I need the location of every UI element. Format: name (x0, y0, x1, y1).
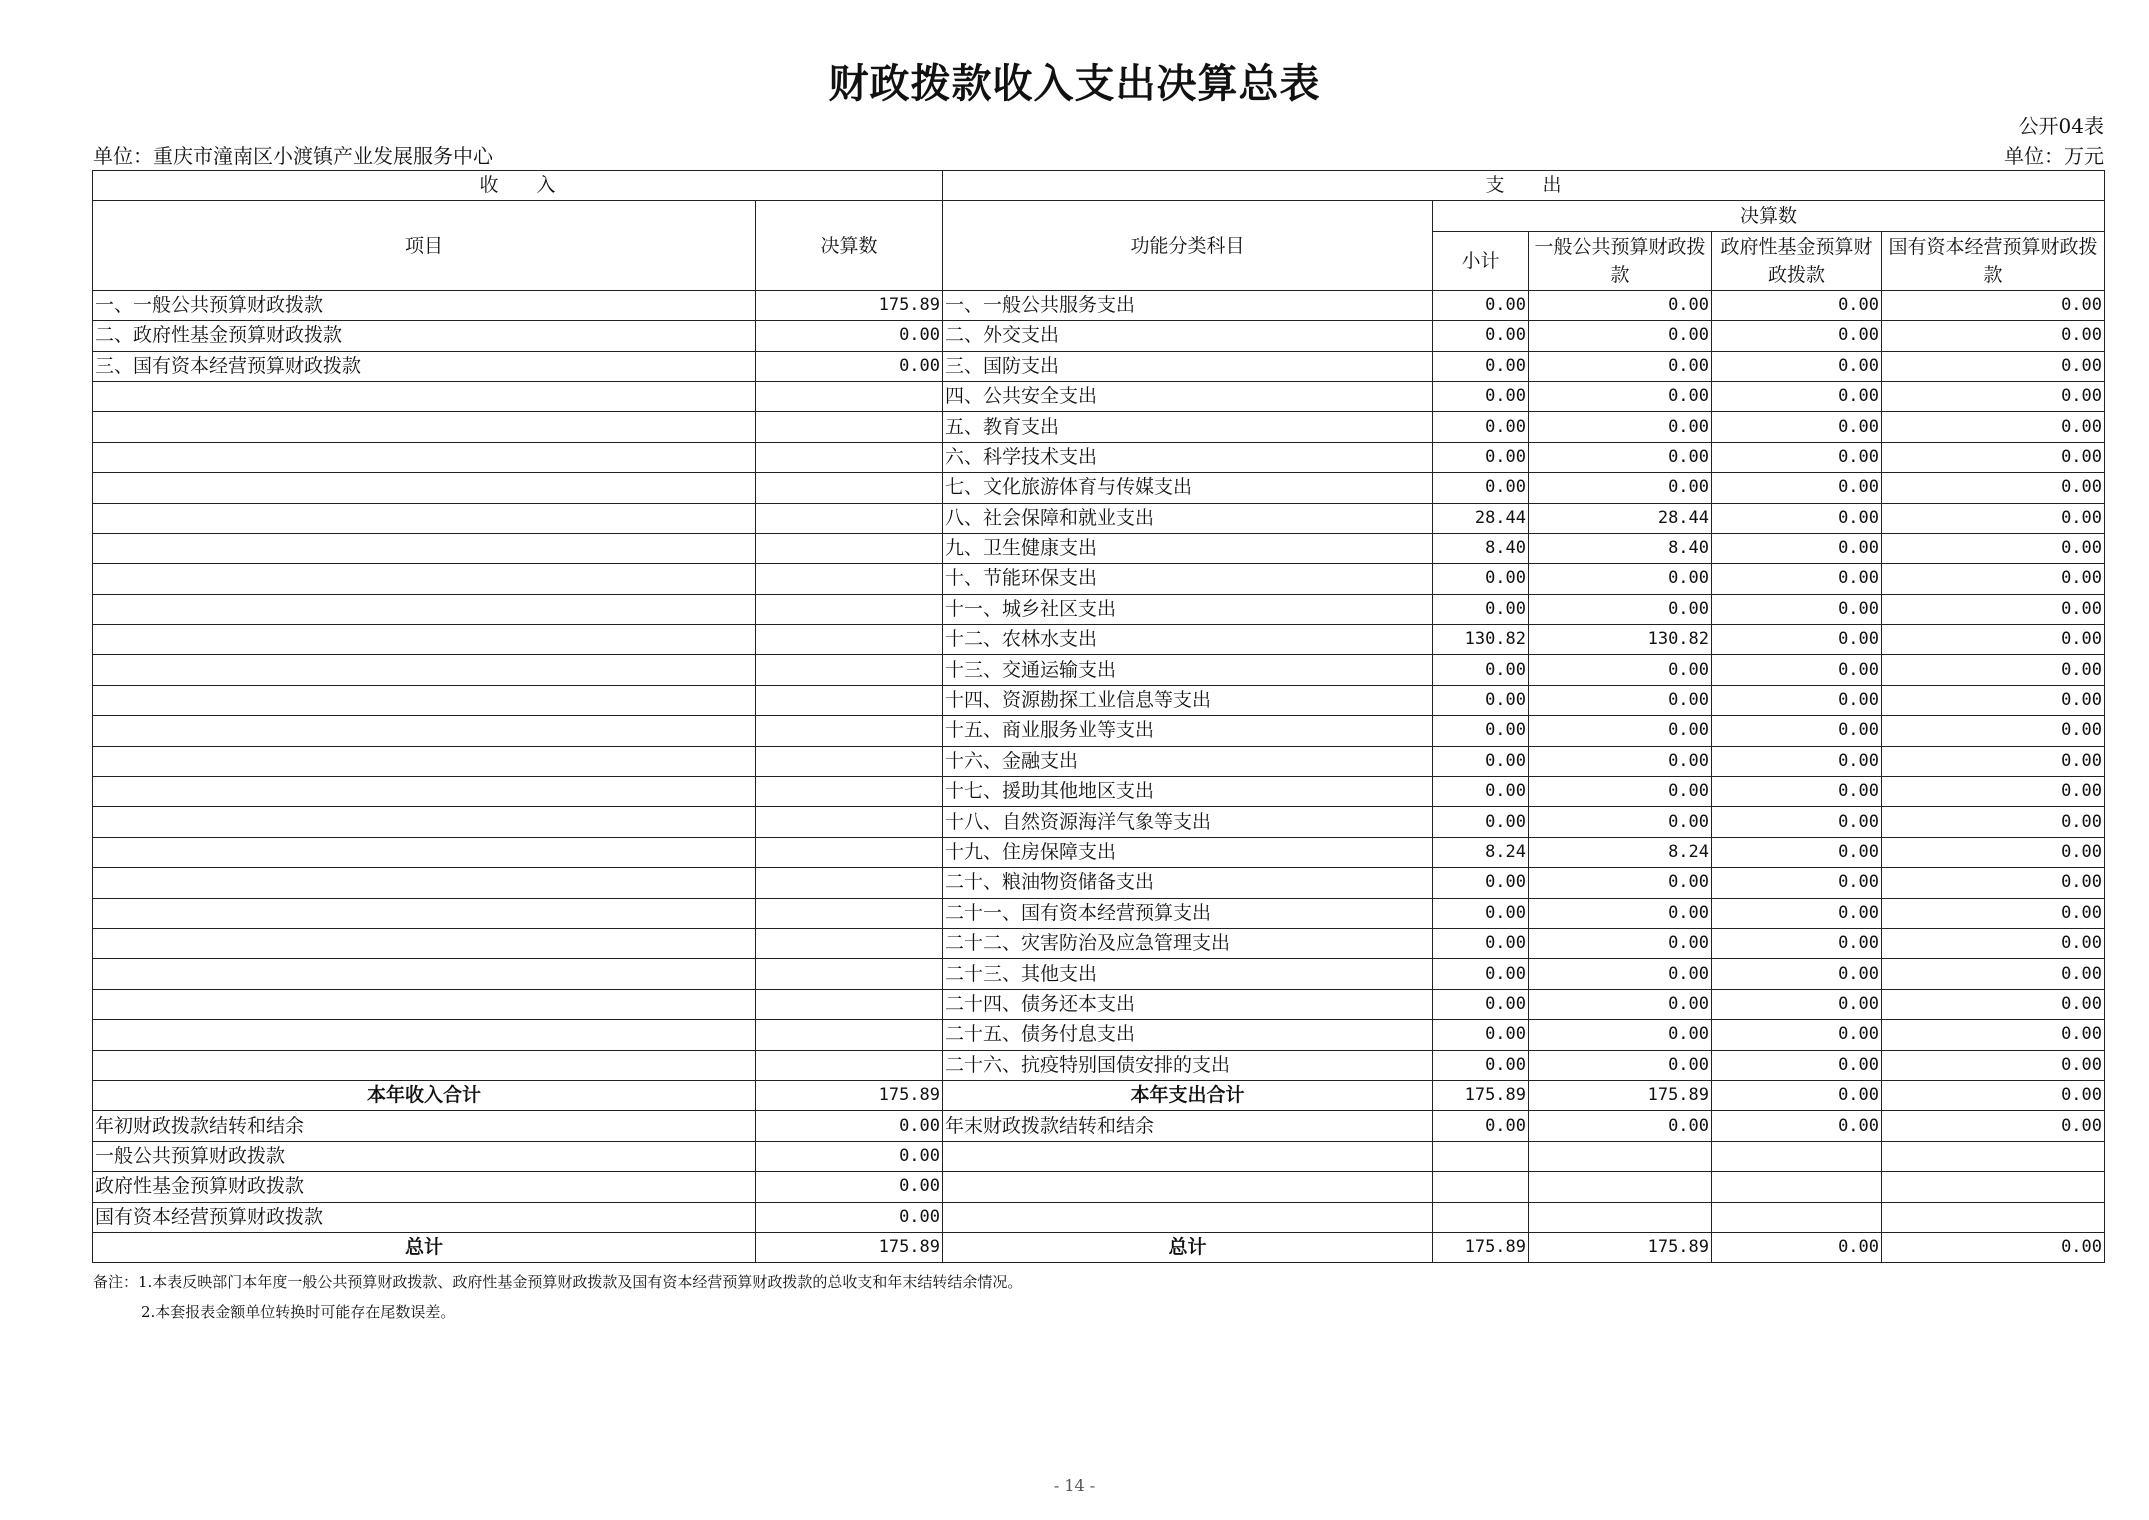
gov-fund-value: 0.00 (1712, 837, 1882, 867)
table-row (93, 959, 2105, 989)
state-capital-value: 0.00 (1882, 989, 2105, 1019)
function-item: 二十、粮油物资储备支出 (943, 868, 1433, 898)
income-item (93, 412, 756, 442)
table-row (93, 442, 2105, 472)
subtotal-value: 0.00 (1433, 351, 1529, 381)
general-budget-value: 0.00 (1529, 807, 1712, 837)
income-item (93, 655, 756, 685)
general-budget-value: 175.89 (1529, 1232, 1712, 1262)
subtotal-value: 0.00 (1433, 685, 1529, 715)
begin-carryover-value: 0.00 (756, 1111, 943, 1141)
carryover-subitem-label: 一般公共预算财政拨款 (93, 1141, 756, 1171)
subtotal-value: 0.00 (1433, 1050, 1529, 1080)
state-capital-value: 0.00 (1882, 1111, 2105, 1141)
empty-cell (1882, 1141, 2105, 1171)
year-total-row (93, 1080, 2105, 1110)
income-amount (756, 625, 943, 655)
table-row (93, 655, 2105, 685)
table-row (93, 1020, 2105, 1050)
table-row (93, 868, 2105, 898)
table-row (93, 594, 2105, 624)
subtotal-value: 175.89 (1433, 1080, 1529, 1110)
general-budget-value: 0.00 (1529, 381, 1712, 411)
empty-cell (1433, 1172, 1529, 1202)
income-amount (756, 412, 943, 442)
empty-cell (1529, 1202, 1712, 1232)
gov-fund-value: 0.00 (1712, 503, 1882, 533)
income-amount (756, 959, 943, 989)
table-row (93, 321, 2105, 351)
table-row (93, 412, 2105, 442)
function-item: 十五、商业服务业等支出 (943, 716, 1433, 746)
income-amount (756, 442, 943, 472)
income-amount (756, 1020, 943, 1050)
general-budget-value: 0.00 (1529, 716, 1712, 746)
general-budget-value: 0.00 (1529, 898, 1712, 928)
subtotal-value: 0.00 (1433, 564, 1529, 594)
income-item (93, 928, 756, 958)
state-capital-value: 0.00 (1882, 473, 2105, 503)
state-capital-value: 0.00 (1882, 1232, 2105, 1262)
subtotal-value: 0.00 (1433, 989, 1529, 1019)
empty-cell (1529, 1141, 1712, 1171)
subtotal-value: 0.00 (1433, 321, 1529, 351)
function-item: 二十三、其他支出 (943, 959, 1433, 989)
subtotal-value: 175.89 (1433, 1232, 1529, 1262)
table-row (93, 716, 2105, 746)
gov-fund-value: 0.00 (1712, 989, 1882, 1019)
state-capital-value: 0.00 (1882, 290, 2105, 320)
grand-total-row (93, 1232, 2105, 1262)
income-amount (756, 868, 943, 898)
general-budget-value: 0.00 (1529, 351, 1712, 381)
state-capital-value: 0.00 (1882, 412, 2105, 442)
gov-fund-value: 0.00 (1712, 959, 1882, 989)
state-capital-value: 0.00 (1882, 321, 2105, 351)
empty-cell (1529, 1172, 1712, 1202)
state-capital-value: 0.00 (1882, 716, 2105, 746)
page-number: - 14 - (1053, 1476, 1096, 1495)
subtotal-value: 0.00 (1433, 381, 1529, 411)
currency-unit: 单位：万元 (2004, 144, 2104, 168)
gov-fund-value: 0.00 (1712, 351, 1882, 381)
function-item: 十四、资源勘探工业信息等支出 (943, 685, 1433, 715)
gov-fund-value: 0.00 (1712, 777, 1882, 807)
income-amount (756, 685, 943, 715)
state-capital-value: 0.00 (1882, 503, 2105, 533)
general-budget-value: 0.00 (1529, 473, 1712, 503)
general-budget-value: 0.00 (1529, 1111, 1712, 1141)
gov-fund-value: 0.00 (1712, 1232, 1882, 1262)
income-amount (756, 777, 943, 807)
income-item (93, 989, 756, 1019)
subtotal-value: 0.00 (1433, 442, 1529, 472)
final-header: 决算数 (1433, 201, 2105, 231)
grand-total-income-label: 总计 (93, 1232, 756, 1262)
state-capital-value: 0.00 (1882, 898, 2105, 928)
carryover-subitem-label: 国有资本经营预算财政拨款 (93, 1202, 756, 1232)
income-item (93, 807, 756, 837)
state-capital-value: 0.00 (1882, 655, 2105, 685)
state-capital-value: 0.00 (1882, 928, 2105, 958)
income-amount (756, 989, 943, 1019)
function-item: 十六、金融支出 (943, 746, 1433, 776)
income-item (93, 959, 756, 989)
subtotal-value: 0.00 (1433, 928, 1529, 958)
income-amount: 175.89 (756, 290, 943, 320)
empty-cell (1712, 1141, 1882, 1171)
year-expense-total-label: 本年支出合计 (943, 1080, 1433, 1110)
state-capital-value: 0.00 (1882, 442, 2105, 472)
state-capital-value: 0.00 (1882, 1020, 2105, 1050)
gov-fund-value: 0.00 (1712, 381, 1882, 411)
state-capital-value: 0.00 (1882, 1080, 2105, 1110)
general-budget-value: 175.89 (1529, 1080, 1712, 1110)
carryover-subitem-value: 0.00 (756, 1141, 943, 1171)
function-item: 三、国防支出 (943, 351, 1433, 381)
income-item (93, 442, 756, 472)
income-amount (756, 533, 943, 563)
carryover-subitem-row (93, 1202, 2105, 1232)
note-1: 备注：1.本表反映部门本年度一般公共预算财政拨款、政府性基金预算财政拨款及国有资本经营预算财政拨款的总收支和年末结转结余情况。 (93, 1273, 1023, 1291)
gov-fund-value: 0.00 (1712, 1020, 1882, 1050)
state-capital-value: 0.00 (1882, 533, 2105, 563)
gov-fund-value: 0.00 (1712, 473, 1882, 503)
subtotal-value: 0.00 (1433, 807, 1529, 837)
function-item: 二十四、债务还本支出 (943, 989, 1433, 1019)
state-capital-value: 0.00 (1882, 837, 2105, 867)
carryover-subitem-label: 政府性基金预算财政拨款 (93, 1172, 756, 1202)
general-budget-value: 8.40 (1529, 533, 1712, 563)
table-row (93, 685, 2105, 715)
income-item (93, 381, 756, 411)
subtotal-value: 0.00 (1433, 959, 1529, 989)
income-item (93, 1050, 756, 1080)
subtotal-value: 0.00 (1433, 716, 1529, 746)
general-budget-value: 0.00 (1529, 989, 1712, 1019)
subtotal-value: 28.44 (1433, 503, 1529, 533)
function-item: 十二、农林水支出 (943, 625, 1433, 655)
subtotal-value: 0.00 (1433, 594, 1529, 624)
state-capital-value: 0.00 (1882, 868, 2105, 898)
empty-cell (1882, 1172, 2105, 1202)
income-header: 收 入 (93, 171, 943, 201)
subtotal-value: 8.40 (1433, 533, 1529, 563)
general-budget-value: 0.00 (1529, 746, 1712, 776)
income-item (93, 777, 756, 807)
function-item: 十八、自然资源海洋气象等支出 (943, 807, 1433, 837)
gov-fund-value: 0.00 (1712, 807, 1882, 837)
income-item (93, 1020, 756, 1050)
gov-fund-value: 0.00 (1712, 1050, 1882, 1080)
general-budget-value: 0.00 (1529, 1020, 1712, 1050)
function-item: 二十六、抗疫特别国债安排的支出 (943, 1050, 1433, 1080)
table-row (93, 290, 2105, 320)
income-item (93, 625, 756, 655)
empty-cell (943, 1141, 1433, 1171)
gov-fund-value: 0.00 (1712, 533, 1882, 563)
income-amount (756, 564, 943, 594)
state-capital-value: 0.00 (1882, 564, 2105, 594)
general-budget-header: 一般公共预算财政拨款 (1529, 231, 1712, 290)
function-item: 十、节能环保支出 (943, 564, 1433, 594)
income-amount (756, 746, 943, 776)
gov-fund-value: 0.00 (1712, 928, 1882, 958)
gov-fund-value: 0.00 (1712, 594, 1882, 624)
carryover-subitem-value: 0.00 (756, 1202, 943, 1232)
carryover-subitem-value: 0.00 (756, 1172, 943, 1202)
gov-fund-value: 0.00 (1712, 564, 1882, 594)
budget-summary-table (92, 170, 2105, 1263)
page-title: 财政拨款收入支出决算总表 (828, 61, 1321, 107)
function-item: 二十一、国有资本经营预算支出 (943, 898, 1433, 928)
gov-fund-value: 0.00 (1712, 898, 1882, 928)
function-item: 八、社会保障和就业支出 (943, 503, 1433, 533)
income-item: 二、政府性基金预算财政拨款 (93, 321, 756, 351)
empty-cell (1433, 1202, 1529, 1232)
income-item (93, 473, 756, 503)
income-amount (756, 1050, 943, 1080)
general-budget-value: 0.00 (1529, 412, 1712, 442)
subtotal-value: 0.00 (1433, 412, 1529, 442)
header-row-2 (93, 201, 2105, 231)
subtotal-value: 0.00 (1433, 655, 1529, 685)
function-item: 六、科学技术支出 (943, 442, 1433, 472)
income-amount (756, 807, 943, 837)
income-amount: 0.00 (756, 351, 943, 381)
carryover-subitem-row (93, 1141, 2105, 1171)
state-capital-value: 0.00 (1882, 959, 2105, 989)
gov-fund-value: 0.00 (1712, 1111, 1882, 1141)
year-income-total-label: 本年收入合计 (93, 1080, 756, 1110)
income-item (93, 746, 756, 776)
table-row (93, 564, 2105, 594)
year-income-total: 175.89 (756, 1080, 943, 1110)
header-row-1 (93, 171, 2105, 201)
general-budget-value: 0.00 (1529, 564, 1712, 594)
empty-cell (1712, 1172, 1882, 1202)
subtotal-value: 0.00 (1433, 868, 1529, 898)
function-item: 十三、交通运输支出 (943, 655, 1433, 685)
form-code: 公开04表 (2018, 114, 2104, 138)
begin-carryover-label: 年初财政拨款结转和结余 (93, 1111, 756, 1141)
subtotal-value: 0.00 (1433, 1020, 1529, 1050)
income-amount (756, 837, 943, 867)
gov-fund-header: 政府性基金预算财政拨款 (1712, 231, 1882, 290)
gov-fund-value: 0.00 (1712, 868, 1882, 898)
state-capital-value: 0.00 (1882, 746, 2105, 776)
gov-fund-value: 0.00 (1712, 290, 1882, 320)
function-item: 二十五、债务付息支出 (943, 1020, 1433, 1050)
function-item: 七、文化旅游体育与传媒支出 (943, 473, 1433, 503)
state-capital-value: 0.00 (1882, 685, 2105, 715)
subtotal-value: 130.82 (1433, 625, 1529, 655)
subtotal-value: 0.00 (1433, 473, 1529, 503)
grand-total-expense-label: 总计 (943, 1232, 1433, 1262)
amount-header: 决算数 (756, 201, 943, 290)
subtotal-value: 0.00 (1433, 290, 1529, 320)
general-budget-value: 0.00 (1529, 868, 1712, 898)
income-item (93, 868, 756, 898)
table-row (93, 928, 2105, 958)
general-budget-value: 8.24 (1529, 837, 1712, 867)
table-row (93, 807, 2105, 837)
empty-cell (1433, 1141, 1529, 1171)
income-amount (756, 473, 943, 503)
general-budget-value: 130.82 (1529, 625, 1712, 655)
income-amount (756, 928, 943, 958)
general-budget-value: 0.00 (1529, 1050, 1712, 1080)
state-capital-value: 0.00 (1882, 807, 2105, 837)
subtotal-value: 8.24 (1433, 837, 1529, 867)
function-item: 十一、城乡社区支出 (943, 594, 1433, 624)
empty-cell (1712, 1202, 1882, 1232)
income-item: 三、国有资本经营预算财政拨款 (93, 351, 756, 381)
function-item: 十九、住房保障支出 (943, 837, 1433, 867)
state-capital-value: 0.00 (1882, 351, 2105, 381)
general-budget-value: 0.00 (1529, 685, 1712, 715)
table-row (93, 351, 2105, 381)
income-item (93, 898, 756, 928)
gov-fund-value: 0.00 (1712, 746, 1882, 776)
income-amount (756, 716, 943, 746)
income-item (93, 685, 756, 715)
income-item (93, 716, 756, 746)
gov-fund-value: 0.00 (1712, 685, 1882, 715)
income-item (93, 533, 756, 563)
gov-fund-value: 0.00 (1712, 625, 1882, 655)
subtotal-value: 0.00 (1433, 898, 1529, 928)
table-row (93, 381, 2105, 411)
table-row (93, 473, 2105, 503)
function-item: 五、教育支出 (943, 412, 1433, 442)
income-amount (756, 503, 943, 533)
end-carryover-label: 年末财政拨款结转和结余 (943, 1111, 1433, 1141)
table-row (93, 777, 2105, 807)
state-capital-header: 国有资本经营预算财政拨款 (1882, 231, 2105, 290)
expense-header: 支 出 (943, 171, 2105, 201)
income-item (93, 503, 756, 533)
general-budget-value: 0.00 (1529, 594, 1712, 624)
function-item: 二、外交支出 (943, 321, 1433, 351)
subtotal-value: 0.00 (1433, 1111, 1529, 1141)
general-budget-value: 0.00 (1529, 655, 1712, 685)
general-budget-value: 0.00 (1529, 959, 1712, 989)
table-row (93, 837, 2105, 867)
state-capital-value: 0.00 (1882, 1050, 2105, 1080)
income-item: 一、一般公共预算财政拨款 (93, 290, 756, 320)
gov-fund-value: 0.00 (1712, 1080, 1882, 1110)
function-header: 功能分类科目 (943, 201, 1433, 290)
subtotal-value: 0.00 (1433, 777, 1529, 807)
state-capital-value: 0.00 (1882, 777, 2105, 807)
general-budget-value: 0.00 (1529, 290, 1712, 320)
income-amount (756, 655, 943, 685)
subtotal-header: 小计 (1433, 231, 1529, 290)
table-row (93, 503, 2105, 533)
gov-fund-value: 0.00 (1712, 716, 1882, 746)
general-budget-value: 0.00 (1529, 321, 1712, 351)
function-item: 十七、援助其他地区支出 (943, 777, 1433, 807)
function-item: 九、卫生健康支出 (943, 533, 1433, 563)
table-row (93, 746, 2105, 776)
gov-fund-value: 0.00 (1712, 412, 1882, 442)
state-capital-value: 0.00 (1882, 381, 2105, 411)
gov-fund-value: 0.00 (1712, 442, 1882, 472)
empty-cell (943, 1202, 1433, 1232)
general-budget-value: 0.00 (1529, 442, 1712, 472)
table-row (93, 625, 2105, 655)
income-amount (756, 594, 943, 624)
table-row (93, 533, 2105, 563)
empty-cell (943, 1172, 1433, 1202)
gov-fund-value: 0.00 (1712, 321, 1882, 351)
item-header: 项目 (93, 201, 756, 290)
carryover-subitem-row (93, 1172, 2105, 1202)
table-row (93, 898, 2105, 928)
income-item (93, 564, 756, 594)
income-amount (756, 898, 943, 928)
general-budget-value: 28.44 (1529, 503, 1712, 533)
subtotal-value: 0.00 (1433, 746, 1529, 776)
grand-total-income: 175.89 (756, 1232, 943, 1262)
function-item: 二十二、灾害防治及应急管理支出 (943, 928, 1433, 958)
income-amount (756, 381, 943, 411)
income-amount: 0.00 (756, 321, 943, 351)
carryover-row (93, 1111, 2105, 1141)
note-2: 2.本套报表金额单位转换时可能存在尾数误差。 (141, 1303, 456, 1321)
state-capital-value: 0.00 (1882, 594, 2105, 624)
income-item (93, 594, 756, 624)
function-item: 一、一般公共服务支出 (943, 290, 1433, 320)
empty-cell (1882, 1202, 2105, 1232)
general-budget-value: 0.00 (1529, 777, 1712, 807)
general-budget-value: 0.00 (1529, 928, 1712, 958)
income-item (93, 837, 756, 867)
table-row (93, 1050, 2105, 1080)
gov-fund-value: 0.00 (1712, 655, 1882, 685)
state-capital-value: 0.00 (1882, 625, 2105, 655)
organization-unit: 单位：重庆市潼南区小渡镇产业发展服务中心 (93, 144, 493, 168)
table-row (93, 989, 2105, 1019)
function-item: 四、公共安全支出 (943, 381, 1433, 411)
